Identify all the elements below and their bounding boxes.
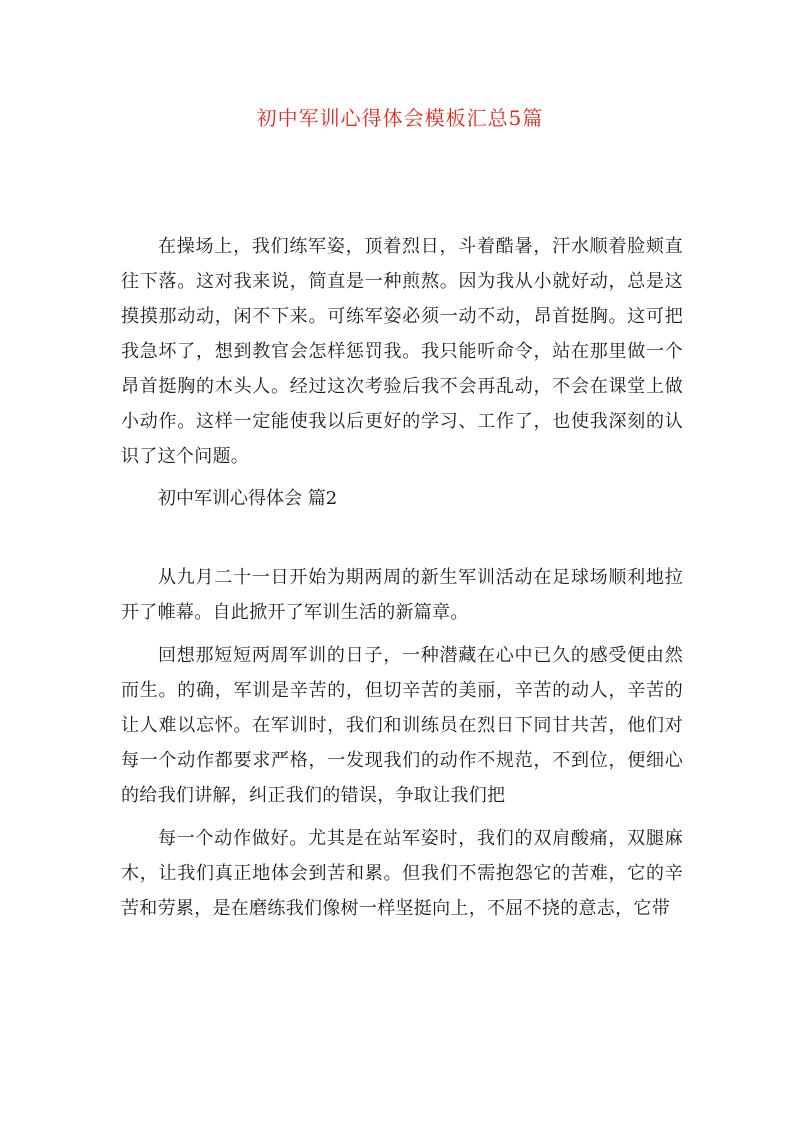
section-2-paragraph-3: 每一个动作做好。尤其是在站军姿时，我们的双肩酸痛，双腿麻木，让我们真正地体会到苦和累。但我们不需抱怨它的苦难，它的辛苦和劳累，是在磨练我们像树一样坚挺向上，不屈不挠的意志，它带 bbox=[121, 828, 683, 919]
section-2-paragraph-1: 从九月二十一日开始为期两周的新生军训活动在足球场顺利地拉开了帷幕。自此掀开了军训生活的新篇章。 bbox=[121, 567, 683, 623]
section-2-paragraph-2: 回想那短短两周军训的日子，一种潜藏在心中已久的感受便由然而生。的确，军训是辛苦的，但切辛苦的美丽，辛苦的动人，辛苦的让人难以忘怀。在军训时，我们和训练员在烈日下同甘共苦，他们对每一个动作都要求严格，一发现我们的动作不规范，不到位，便细心的给我们讲解，纠正我们的错误，争取让我们把 bbox=[121, 645, 683, 806]
paragraph-1: 在操场上，我们练军姿，顶着烈日，斗着酷暑，汗水顺着脸颊直往下落。这对我来说，简直是一种煎熬。因为我从小就好动，总是这摸摸那动动，闲不下来。可练军姿必须一动不动，昂首挺胸。这可把我急坏了，想到教官会怎样惩罚我。我只能听命令，站在那里做一个昂首挺胸的木头人。经过这次考验后我不会再乱动，不会在课堂上做小动作。这样一定能使我以后更好的学习、工作了，也使我深刻的认识了这个问题。 bbox=[121, 236, 683, 467]
document-body bbox=[121, 229, 683, 926]
document-title: 初中军训心得体会模板汇总5篇 bbox=[256, 106, 544, 130]
section-2-heading: 初中军训心得体会 篇2 bbox=[158, 488, 338, 509]
